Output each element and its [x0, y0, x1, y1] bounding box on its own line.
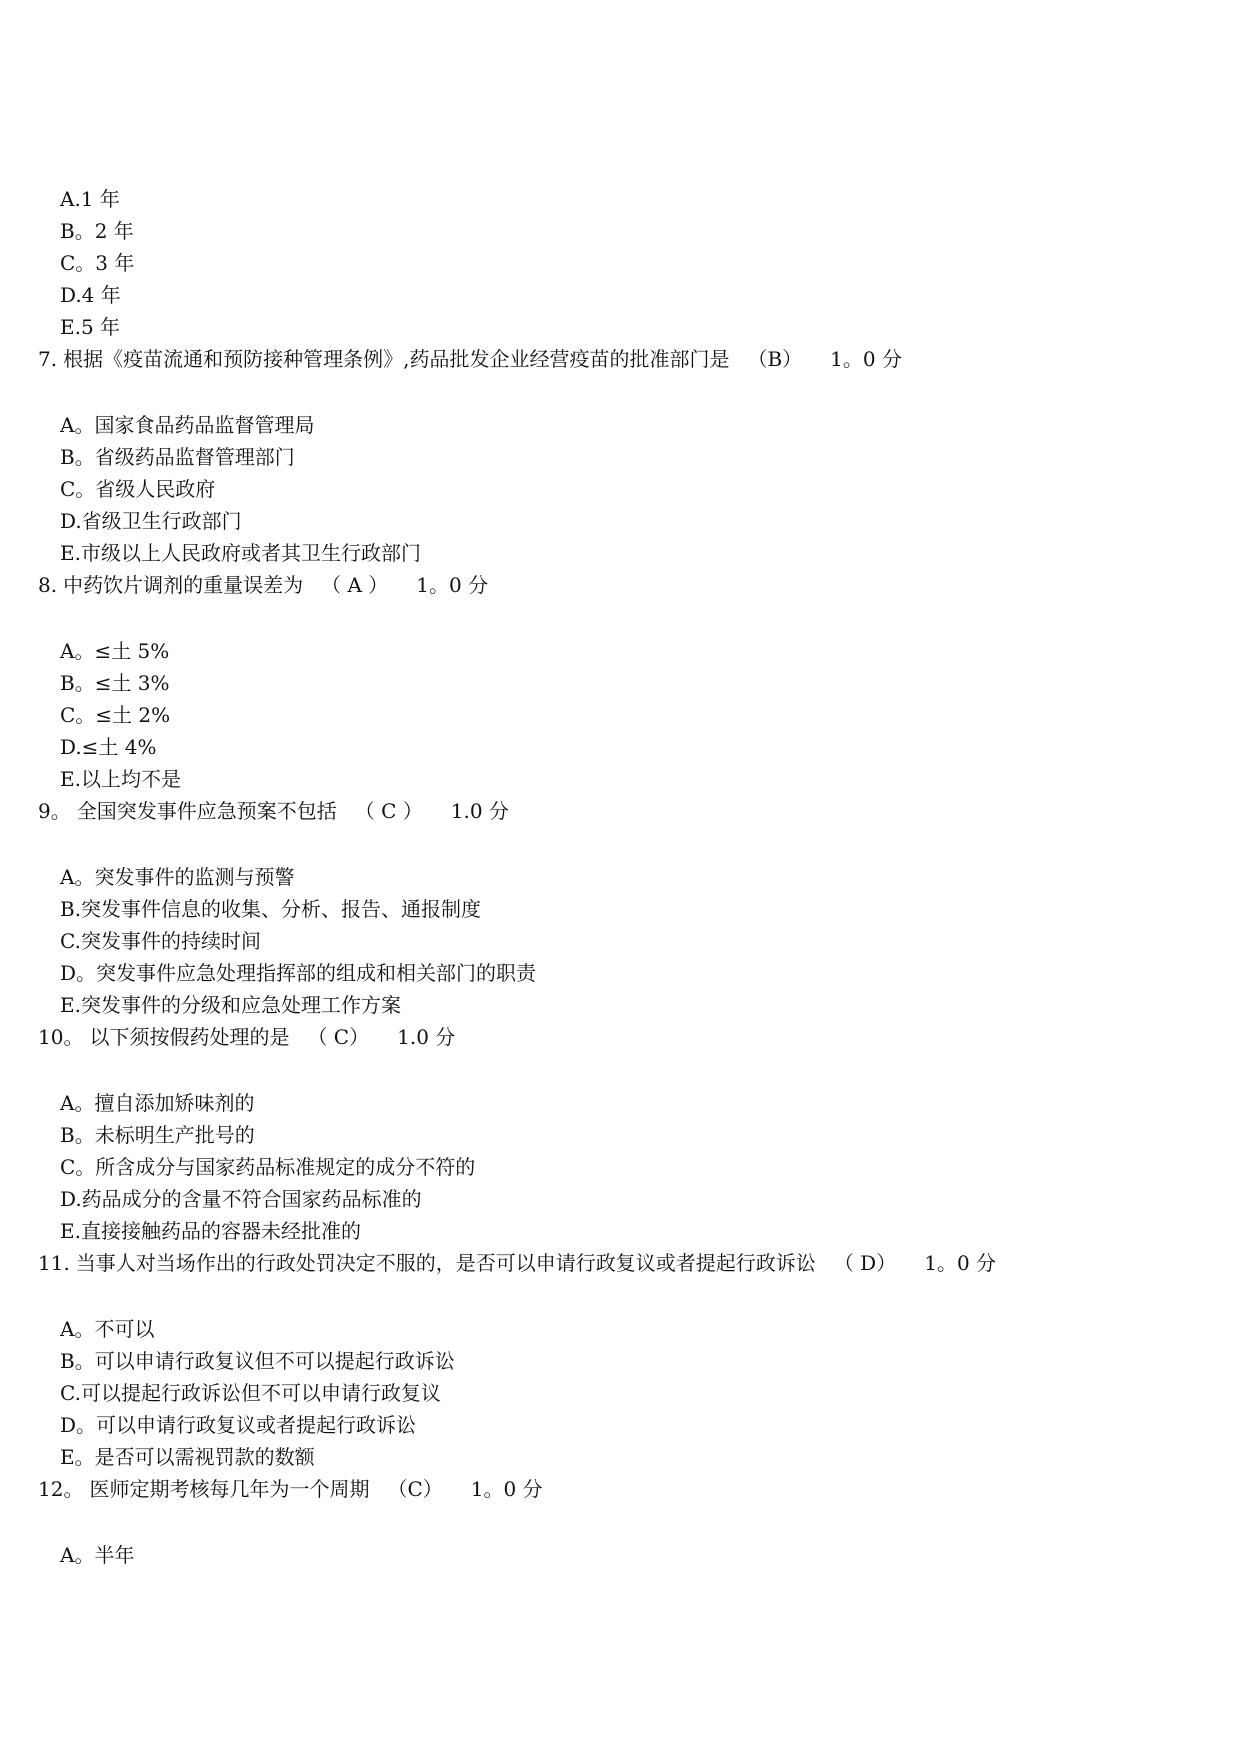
- q9-option-b: B.突发事件信息的收集、分析、报告、通报制度: [60, 897, 482, 921]
- question-number: 7.: [38, 347, 58, 371]
- q8-option-b: B。≤土 3%: [60, 671, 170, 695]
- q11-option-a: A。不可以: [60, 1317, 155, 1341]
- question-score: 1.0 分: [397, 1025, 456, 1049]
- question-score: 1.0 分: [450, 799, 509, 823]
- question-answer: （ A ）: [321, 573, 389, 597]
- q9-option-a: A。突发事件的监测与预警: [60, 865, 295, 889]
- q10-option-c: C。所含成分与国家药品标准规定的成分不符的: [60, 1155, 476, 1179]
- q7-option-b: B。省级药品监督管理部门: [60, 445, 295, 469]
- question-7: [38, 345, 902, 373]
- q6-option-e: E.5 年: [60, 315, 121, 339]
- question-stem: 医师定期考核每几年为一个周期: [89, 1477, 370, 1501]
- question-number: 9。: [38, 799, 71, 823]
- question-8: [38, 571, 488, 599]
- q7-option-e: E.市级以上人民政府或者其卫生行政部门: [60, 541, 421, 565]
- q7-option-d: D.省级卫生行政部门: [60, 509, 242, 533]
- question-score: 1。0 分: [830, 347, 902, 371]
- q10-option-d: D.药品成分的含量不符合国家药品标准的: [60, 1187, 422, 1211]
- question-number: 10。: [38, 1025, 84, 1049]
- q12-option-a: A。半年: [60, 1543, 135, 1567]
- q10-option-e: E.直接接触药品的容器未经批准的: [60, 1219, 361, 1243]
- question-stem: 根据《疫苗流通和预防接种管理条例》,药品批发企业经营疫苗的批准部门是: [63, 347, 730, 371]
- q9-option-d: D。突发事件应急处理指挥部的组成和相关部门的职责: [60, 961, 537, 985]
- q9-option-c: C.突发事件的持续时间: [60, 929, 261, 953]
- question-answer: （ C）: [307, 1025, 370, 1049]
- q9-option-e: E.突发事件的分级和应急处理工作方案: [60, 993, 401, 1017]
- question-answer: （B）: [747, 347, 803, 371]
- q11-option-e: E。是否可以需视罚款的数额: [60, 1445, 315, 1469]
- question-stem: 全国突发事件应急预案不包括: [76, 799, 337, 823]
- question-number: 11.: [38, 1251, 70, 1275]
- q7-option-c: C。省级人民政府: [60, 477, 216, 501]
- q8-option-e: E.以上均不是: [60, 767, 181, 791]
- question-9: [38, 797, 509, 825]
- question-score: 1。0 分: [416, 573, 489, 597]
- q10-option-a: A。擅自添加矫味剂的: [60, 1091, 255, 1115]
- q11-option-c: C.可以提起行政诉讼但不可以申请行政复议: [60, 1381, 441, 1405]
- question-score: 1。0 分: [470, 1477, 543, 1501]
- q6-option-d: D.4 年: [60, 283, 121, 307]
- question-stem: 以下须按假药处理的是: [89, 1025, 290, 1049]
- q6-option-a: A.1 年: [60, 187, 120, 211]
- q10-option-b: B。未标明生产批号的: [60, 1123, 255, 1147]
- q8-option-d: D.≤土 4%: [60, 735, 157, 759]
- question-stem: 当事人对当场作出的行政处罚决定不服的，是否可以申请行政复议或者提起行政诉讼: [75, 1251, 816, 1275]
- question-number: 8.: [38, 573, 58, 597]
- question-number: 12。: [38, 1477, 84, 1501]
- question-10: [38, 1023, 455, 1051]
- q6-option-c: C。3 年: [60, 251, 135, 275]
- question-answer: （ D）: [833, 1251, 897, 1275]
- q7-option-a: A。国家食品药品监督管理局: [60, 413, 315, 437]
- question-answer: （C）: [387, 1477, 443, 1501]
- question-11: [38, 1249, 996, 1277]
- question-stem: 中药饮片调剂的重量误差为: [63, 573, 304, 597]
- question-12: [38, 1475, 543, 1503]
- question-score: 1。0 分: [924, 1251, 997, 1275]
- q8-option-a: A。≤土 5%: [60, 639, 170, 663]
- q11-option-b: B。可以申请行政复议但不可以提起行政诉讼: [60, 1349, 455, 1373]
- q11-option-d: D。可以申请行政复议或者提起行政诉讼: [60, 1413, 417, 1437]
- q6-option-b: B。2 年: [60, 219, 134, 243]
- q8-option-c: C。≤土 2%: [60, 703, 171, 727]
- question-answer: （ C ）: [354, 799, 423, 823]
